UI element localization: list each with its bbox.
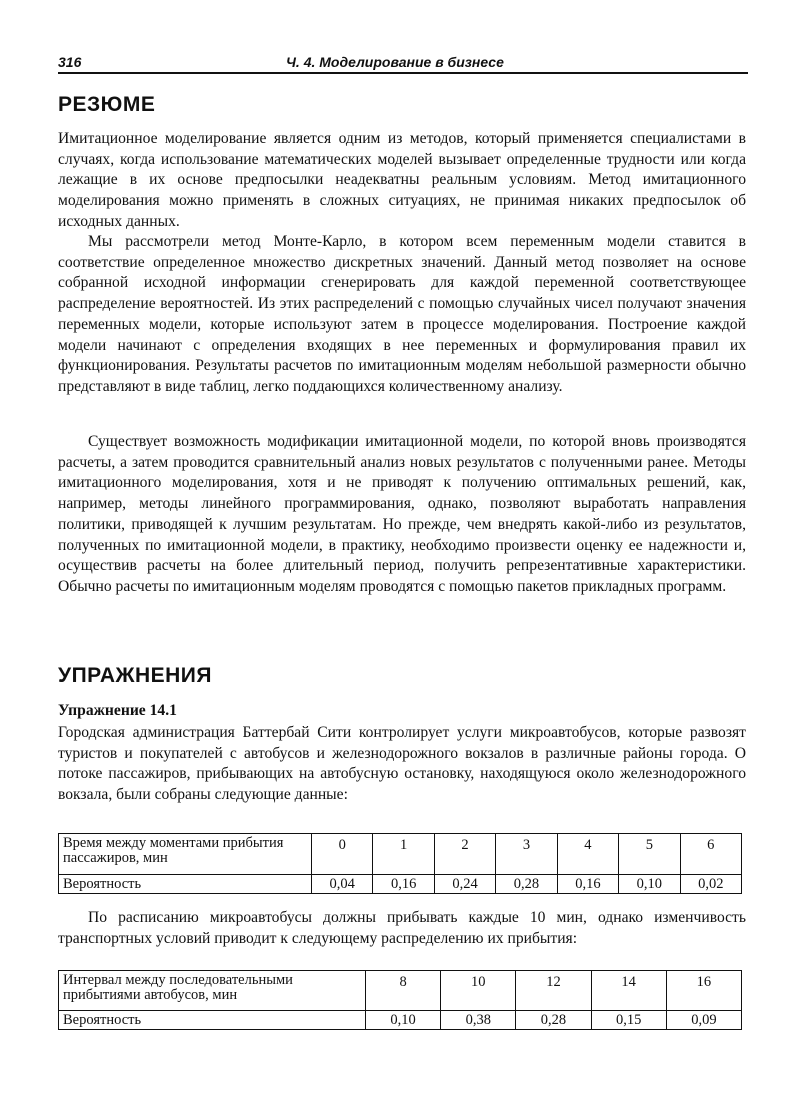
exercise-intro: Городская администрация Баттербай Сити контролирует услуги микроавтобусов, которые развозят туристов и покупателей с автобусов и железнодорожного вокзалов в различные районы города. О потоке пассажиров, прибывающих на автобусную остановку, находящуюся около железнодорожного вокзала, были собраны следующие данные: — [58, 724, 746, 804]
table-cell: 0,04 — [312, 875, 373, 894]
exercise-title: Упражнение 14.1 — [58, 702, 177, 719]
table-column-header: 4 — [557, 834, 618, 875]
table-cell: 0,24 — [434, 875, 495, 894]
table-cell: 0,28 — [516, 1011, 591, 1030]
summary-paragraph: Существует возможность модификации имитационной модели, по которой вновь производятся расчеты, а затем проводится сравнительный анализ новых результатов с полученными ранее. Методы имитационного моделирования, хотя и не приводят к получению оптимальных решений, как, например, методы линейного программирования, однако, позволяют выработать направления политики, приводящей к лучшим результатам. Но прежде, чем внедрять какой-либо из результатов, полученных по имитационной модели, в практику, необходимо произвести оценку ее надежности и, осуществив расчеты на более длительный период, получить репрезентативные характеристики. Обычно расчеты по имитационным моделям проводятся с помощью пакетов прикладных программ. — [58, 433, 746, 595]
page-number: 316 — [58, 54, 82, 70]
summary-heading: РЕЗЮМЕ — [58, 93, 156, 116]
table-column-header: 16 — [666, 971, 741, 1011]
table-header-label: Интервал между последовательными прибытиями автобусов, мин — [59, 971, 366, 1011]
table-cell: 0,16 — [373, 875, 434, 894]
table-row — [59, 1011, 742, 1030]
chapter-title: Ч. 4. Моделирование в бизнесе — [286, 54, 504, 70]
table-cell: 0,10 — [366, 1011, 441, 1030]
table-cell: 0,10 — [619, 875, 680, 894]
table-column-header: 1 — [373, 834, 434, 875]
table-cell: 0,28 — [496, 875, 557, 894]
table-column-header: 8 — [366, 971, 441, 1011]
table-column-header: 14 — [591, 971, 666, 1011]
table-column-header: 3 — [496, 834, 557, 875]
summary-paragraph: Имитационное моделирование является одним из методов, который применяется специалистами в случаях, когда использование математических моделей вызывает определенные трудности или когда лежащие в их основе предпосылки неадекватны реальным условиям. Метод имитационного моделирования можно применять в сложных ситуациях, не принимая никаких предпосылок об исходных данных. — [58, 130, 746, 230]
exercises-heading: УПРАЖНЕНИЯ — [58, 664, 212, 687]
table-column-header: 12 — [516, 971, 591, 1011]
running-header — [58, 54, 748, 74]
table-row — [59, 875, 742, 894]
bus-interval-table — [58, 970, 742, 1030]
table-column-header: 10 — [441, 971, 516, 1011]
summary-paragraph: Мы рассмотрели метод Монте-Карло, в котором всем переменным модели ставится в соответствие определенное множество дискретных значений. Данный метод позволяет на основе собранной исходной информации сгенерировать для каждой переменной соответствующее распределение вероятностей. Из этих распределений с помощью случайных чисел получают значения переменных модели, которые используют затем в процессе моделирования. Построение каждой модели начинают с определения входящих в нее переменных и формулирования правил их функционирования. Результаты расчетов по имитационным моделям небольшой размерности обычно представляют в виде таблиц, легко поддающихся количественному анализу. — [58, 233, 746, 395]
passenger-interval-table — [58, 833, 742, 894]
table-cell: 0,09 — [666, 1011, 741, 1030]
table-cell: 0,38 — [441, 1011, 516, 1030]
table-column-header: 0 — [312, 834, 373, 875]
table-row — [59, 971, 742, 1011]
exercise-middle-text: По расписанию микроавтобусы должны прибывать каждые 10 мин, однако изменчивость транспортных условий приводит к следующему распределению их прибытия: — [58, 909, 746, 947]
table-row-label: Вероятность — [59, 875, 312, 894]
table-row — [59, 834, 742, 875]
table-header-label: Время между моментами прибытия пассажиров, мин — [59, 834, 312, 875]
table-column-header: 6 — [680, 834, 741, 875]
table-cell: 0,16 — [557, 875, 618, 894]
table-cell: 0,02 — [680, 875, 741, 894]
table-row-label: Вероятность — [59, 1011, 366, 1030]
table-cell: 0,15 — [591, 1011, 666, 1030]
table-column-header: 5 — [619, 834, 680, 875]
table-column-header: 2 — [434, 834, 495, 875]
